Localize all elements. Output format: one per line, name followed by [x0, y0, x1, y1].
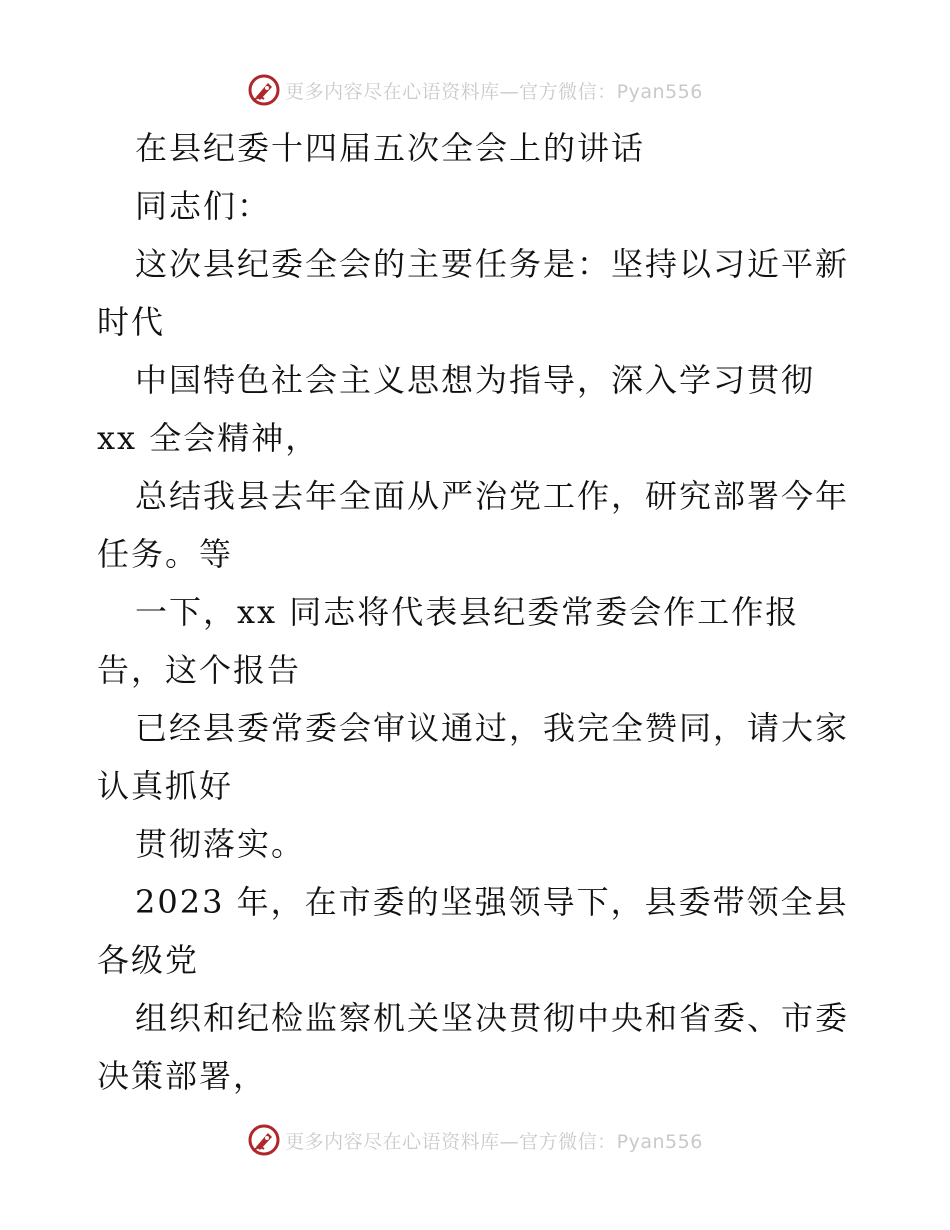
pen-nib-logo-icon	[247, 1123, 281, 1157]
paragraph-line: 认真抓好	[97, 767, 234, 805]
footer-watermark-inner	[247, 1123, 703, 1157]
footer-watermark	[0, 1120, 950, 1160]
paragraph-line: 各级党	[97, 941, 200, 979]
paragraph-line: 一下，xx 同志将代表县纪委常委会作工作报	[135, 593, 800, 631]
paragraph-line: 决策部署，	[97, 1057, 268, 1095]
paragraph-line: 已经县委常委会审议通过，我完全赞同，请大家	[135, 709, 850, 747]
paragraph-line: 贯彻落实。	[135, 825, 306, 863]
salutation: 同志们：	[135, 187, 272, 225]
paragraph-line: 中国特色社会主义思想为指导，深入学习贯彻	[135, 361, 816, 399]
watermark-text: 更多内容尽在心语资料库—官方微信：Pyan556	[285, 1130, 703, 1153]
watermark-text: 更多内容尽在心语资料库—官方微信：Pyan556	[285, 80, 703, 103]
document-title: 在县纪委十四届五次全会上的讲话	[135, 129, 646, 167]
paragraph-line: 总结我县去年全面从严治党工作，研究部署今年	[135, 477, 850, 515]
paragraph-line: xx 全会精神，	[97, 419, 320, 457]
paragraph-line: 2023 年，在市委的坚强领导下，县委带领全县	[135, 883, 849, 921]
paragraph-line: 任务。等	[97, 535, 234, 573]
paragraph-line: 组织和纪检监察机关坚决贯彻中央和省委、市委	[135, 999, 850, 1037]
paragraph-line: 时代	[97, 303, 166, 341]
paragraph-line: 告，这个报告	[97, 651, 302, 689]
paragraph-line: 这次县纪委全会的主要任务是：坚持以习近平新	[135, 245, 850, 283]
